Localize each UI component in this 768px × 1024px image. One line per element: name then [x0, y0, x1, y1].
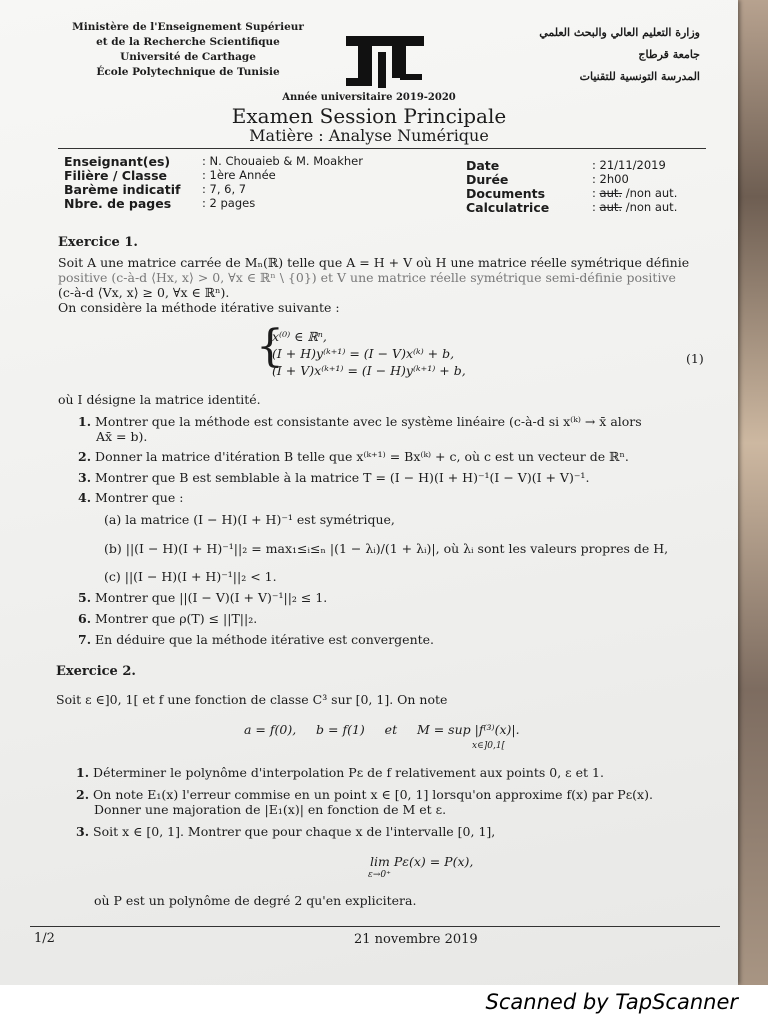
info-value-rest: /non aut. [625, 200, 678, 214]
question-text: En déduire que la méthode itérative est convergente. [95, 632, 435, 647]
system-line: (I + V)x⁽ᵏ⁺¹⁾ = (I − H)y⁽ᵏ⁺¹⁾ + b, [272, 363, 466, 378]
institution-ar-line: جامعة قرطاج [638, 48, 700, 61]
question-number: 3. [76, 824, 90, 839]
footer-date: 21 novembre 2019 [354, 932, 478, 947]
subquestion-c [104, 569, 724, 584]
limit-expression: lim Pε(x) = P(x), [370, 854, 474, 869]
question-text: Montrer que la méthode est consistante avec le système linéaire (c-à-d si x⁽ᵏ⁾ → x̄ alors [95, 414, 642, 429]
question-number: 5. [78, 590, 92, 605]
exercise-2-final: où P est un polynôme de degré 2 qu'en explicitera. [94, 893, 417, 908]
info-label: Documents [466, 186, 546, 201]
page-number: 1/2 [34, 931, 55, 946]
question-text: Montrer que ρ(T) ≤ ||T||₂. [95, 611, 258, 626]
paragraph-line: positive (c-à-d ⟨Hx, x⟩ > 0, ∀x ∈ ℝⁿ \ {0}) et V une matrice réelle symétrique semi-définie positive [58, 270, 676, 285]
institution-ar-line: المدرسة التونسية للتقنيات [579, 70, 700, 83]
question-number: 4. [78, 490, 92, 505]
info-value: : 2 pages [202, 196, 256, 210]
info-left [64, 154, 363, 211]
info-value-rest: /non aut. [625, 186, 678, 200]
paragraph-line: On considère la méthode itérative suivante : [58, 300, 340, 315]
info-value: : 7, 6, 7 [202, 182, 247, 196]
exercise-2-title: Exercice 2. [56, 664, 136, 679]
system-line: (I + H)y⁽ᵏ⁺¹⁾ = (I − V)x⁽ᵏ⁾ + b, [272, 346, 455, 361]
question-number: 6. [78, 611, 92, 626]
subquestion-text: la matrice (I − H)(I + H)⁻¹ est symétrique, [125, 512, 395, 527]
ex2-question-1 [76, 765, 736, 780]
info-label: Barème indicatif [64, 182, 181, 197]
equation-number: (1) [686, 351, 704, 366]
info-label: Durée [466, 172, 509, 187]
question-3 [78, 470, 718, 485]
question-2 [78, 449, 718, 464]
info-row [64, 154, 363, 169]
info-label: Enseignant(es) [64, 154, 171, 169]
identity-note: où I désigne la matrice identité. [58, 392, 261, 407]
info-value-struck: aut. [599, 200, 623, 214]
question-5 [78, 590, 718, 605]
info-value: : aut. /non aut. [592, 186, 678, 200]
institution-fr-line: et de la Recherche Scientifique [96, 36, 280, 48]
info-value: : N. Chouaieb & M. Moakher [202, 154, 363, 168]
info-row [64, 182, 247, 197]
institution-fr [58, 20, 318, 80]
info-value: : 1ère Année [202, 168, 276, 182]
info-value: : 21/11/2019 [592, 158, 666, 172]
paragraph-line: Soit A une matrice carrée de Mₙ(ℝ) telle que A = H + V où H une matrice réelle symétrique définie [58, 255, 690, 270]
institution-fr-line: Ministère de l'Enseignement Supérieur [72, 21, 304, 33]
exercise-2-definitions: a = f(0), b = f(1) et M = sup |f⁽³⁾(x)|. [244, 722, 520, 737]
school-logo [340, 30, 430, 92]
subquestion-label: (a) [104, 512, 122, 527]
exam-subject: Matière : Analyse Numérique [249, 126, 489, 145]
question-6 [78, 611, 718, 626]
info-value: : 2h00 [592, 172, 629, 186]
iterative-system [272, 328, 466, 379]
system-line: x⁽⁰⁾ ∈ ℝⁿ, [272, 329, 327, 344]
institution-ar-line: وزارة التعليم العالي والبحث العلمي [539, 26, 700, 39]
info-row [466, 200, 678, 215]
info-right [466, 158, 678, 215]
info-value-struck: aut. [599, 186, 623, 200]
question-text: Déterminer le polynôme d'interpolation Pε de f relativement aux points 0, ε et 1. [93, 765, 604, 780]
info-row [466, 186, 678, 201]
info-value: : aut. /non aut. [592, 200, 678, 214]
question-number: 3. [78, 470, 92, 485]
subquestion-label: (c) [104, 569, 121, 584]
info-label: Date [466, 158, 500, 173]
question-number: 2. [78, 449, 92, 464]
subquestion-text: ||(I − H)(I + H)⁻¹||₂ < 1. [124, 569, 277, 584]
subquestion-b [104, 541, 724, 556]
question-7 [78, 632, 718, 647]
info-row [466, 158, 666, 173]
institution-fr-line: Université de Carthage [120, 51, 256, 63]
question-number: 2. [76, 787, 90, 802]
subquestion-text: ||(I − H)(I + H)⁻¹||₂ = max₁≤ᵢ≤ₙ |(1 − λᵢ)/(1 + λᵢ)|, où λᵢ sont les valeurs propres de H, [125, 541, 669, 556]
subquestion-label: (b) [104, 541, 122, 556]
info-row [64, 168, 276, 183]
question-4 [78, 490, 718, 505]
ex2-question-2 [76, 787, 738, 817]
exam-title: Examen Session Principale [231, 104, 507, 128]
institution-fr-line: École Polytechnique de Tunisie [96, 66, 280, 78]
question-text: Montrer que B est semblable à la matrice T = (I − H)(I + H)⁻¹(I − V)(I + V)⁻¹. [95, 470, 590, 485]
info-label: Filière / Classe [64, 168, 168, 183]
ex2-question-3 [76, 824, 736, 839]
info-label: Calculatrice [466, 200, 550, 215]
question-text: Montrer que : [95, 490, 184, 505]
info-label: Nbre. de pages [64, 196, 172, 211]
question-text-cont: Ax̄ = b). [96, 429, 148, 444]
question-1 [78, 414, 718, 444]
scanner-watermark: Scanned by TapScanner [485, 990, 738, 1014]
question-number: 1. [76, 765, 90, 780]
question-text-cont: Donner une majoration de |E₁(x)| en fonction de M et ε. [94, 802, 447, 817]
limit-subscript: ε→0⁺ [368, 870, 391, 880]
question-number: 1. [78, 414, 92, 429]
sup-subscript: x∈]0,1[ [472, 741, 506, 751]
header-divider [58, 148, 706, 149]
question-text: On note E₁(x) l'erreur commise en un point x ∈ [0, 1] lorsqu'on approxime f(x) par Pε(x). [93, 787, 653, 802]
footer-divider [30, 926, 720, 927]
system-brace: { [256, 321, 284, 372]
paragraph-line: (c-à-d ⟨Vx, x⟩ ≥ 0, ∀x ∈ ℝⁿ). [58, 285, 230, 300]
academic-year: Année universitaire 2019-2020 [282, 92, 456, 103]
exercise-2-intro: Soit ε ∈]0, 1[ et f une fonction de classe C³ sur [0, 1]. On note [56, 692, 448, 707]
institution-ar [470, 22, 700, 88]
question-text: Montrer que ||(I − V)(I + V)⁻¹||₂ ≤ 1. [95, 590, 328, 605]
info-row [64, 196, 256, 211]
exercise-1-title: Exercice 1. [58, 235, 138, 250]
question-text: Donner la matrice d'itération B telle que x⁽ᵏ⁺¹⁾ = Bx⁽ᵏ⁾ + c, où c est un vecteur de ℝⁿ. [95, 449, 629, 464]
subquestion-a [104, 512, 724, 527]
info-row [466, 172, 629, 187]
exercise-1-intro [58, 255, 718, 315]
question-text: Soit x ∈ [0, 1]. Montrer que pour chaque x de l'intervalle [0, 1], [93, 824, 496, 839]
question-number: 7. [78, 632, 92, 647]
